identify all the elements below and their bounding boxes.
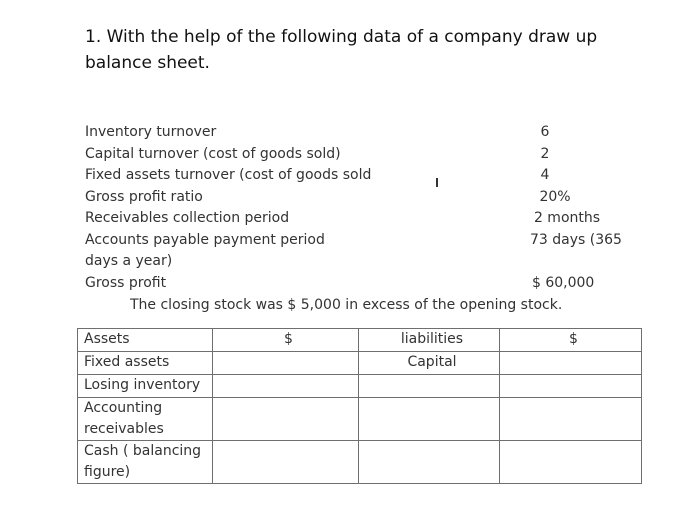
liability-amount-cell — [500, 352, 642, 375]
data-label-payable-period: Accounts payable payment period — [85, 232, 325, 248]
liability-cell: Capital — [359, 352, 500, 375]
closing-stock-note: The closing stock was $ 5,000 in excess of the opening stock. — [130, 297, 563, 313]
asset-cell: Losing inventory — [78, 375, 213, 398]
header-assets-currency: $ — [213, 329, 359, 352]
table-row — [78, 441, 642, 484]
liability-amount-cell — [500, 375, 642, 398]
table-row — [78, 352, 642, 375]
liability-cell — [359, 441, 500, 484]
liability-amount-cell — [500, 441, 642, 484]
data-value-gross-profit-ratio: 20% — [539, 189, 571, 205]
header-liabilities: liabilities — [359, 329, 500, 352]
liability-cell — [359, 398, 500, 441]
asset-cell: Cash ( balancing figure) — [78, 441, 213, 484]
data-label-fixed-assets-turnover: Fixed assets turnover (cost of goods sold — [85, 167, 372, 183]
data-label-capital-turnover: Capital turnover (cost of goods sold) — [85, 146, 341, 162]
asset-cell: Fixed assets — [78, 352, 213, 375]
asset-amount-cell — [213, 352, 359, 375]
table-row — [78, 398, 642, 441]
data-value-inventory-turnover: 6 — [540, 124, 550, 140]
data-value-capital-turnover: 2 — [540, 146, 550, 162]
asset-amount-cell — [213, 375, 359, 398]
data-value-receivables-period: 2 months — [533, 210, 601, 226]
table-header-row — [78, 329, 642, 352]
data-label-receivables-period: Receivables collection period — [85, 210, 290, 226]
data-label-gross-profit: Gross profit — [85, 275, 167, 291]
stray-dash-mark — [436, 178, 438, 187]
data-label-gross-profit-ratio: Gross profit ratio — [85, 189, 203, 205]
data-label-inventory-turnover: Inventory turnover — [85, 124, 217, 140]
table-row — [78, 375, 642, 398]
asset-amount-cell — [213, 441, 359, 484]
asset-amount-cell — [213, 398, 359, 441]
liability-cell — [359, 375, 500, 398]
data-value-gross-profit: $ 60,000 — [532, 275, 595, 291]
balance-sheet-table — [77, 328, 642, 484]
header-assets: Assets — [78, 329, 213, 352]
asset-cell: Accounting receivables — [78, 398, 213, 441]
data-label-days-year: days a year) — [85, 253, 173, 269]
data-value-payable-period: 73 days (365 — [530, 232, 622, 248]
data-value-fixed-assets-turnover: 4 — [540, 167, 550, 183]
header-liabilities-currency: $ — [500, 329, 642, 352]
question-title: 1. With the help of the following data of a company draw up balance sheet. — [85, 27, 598, 73]
liability-amount-cell — [500, 398, 642, 441]
